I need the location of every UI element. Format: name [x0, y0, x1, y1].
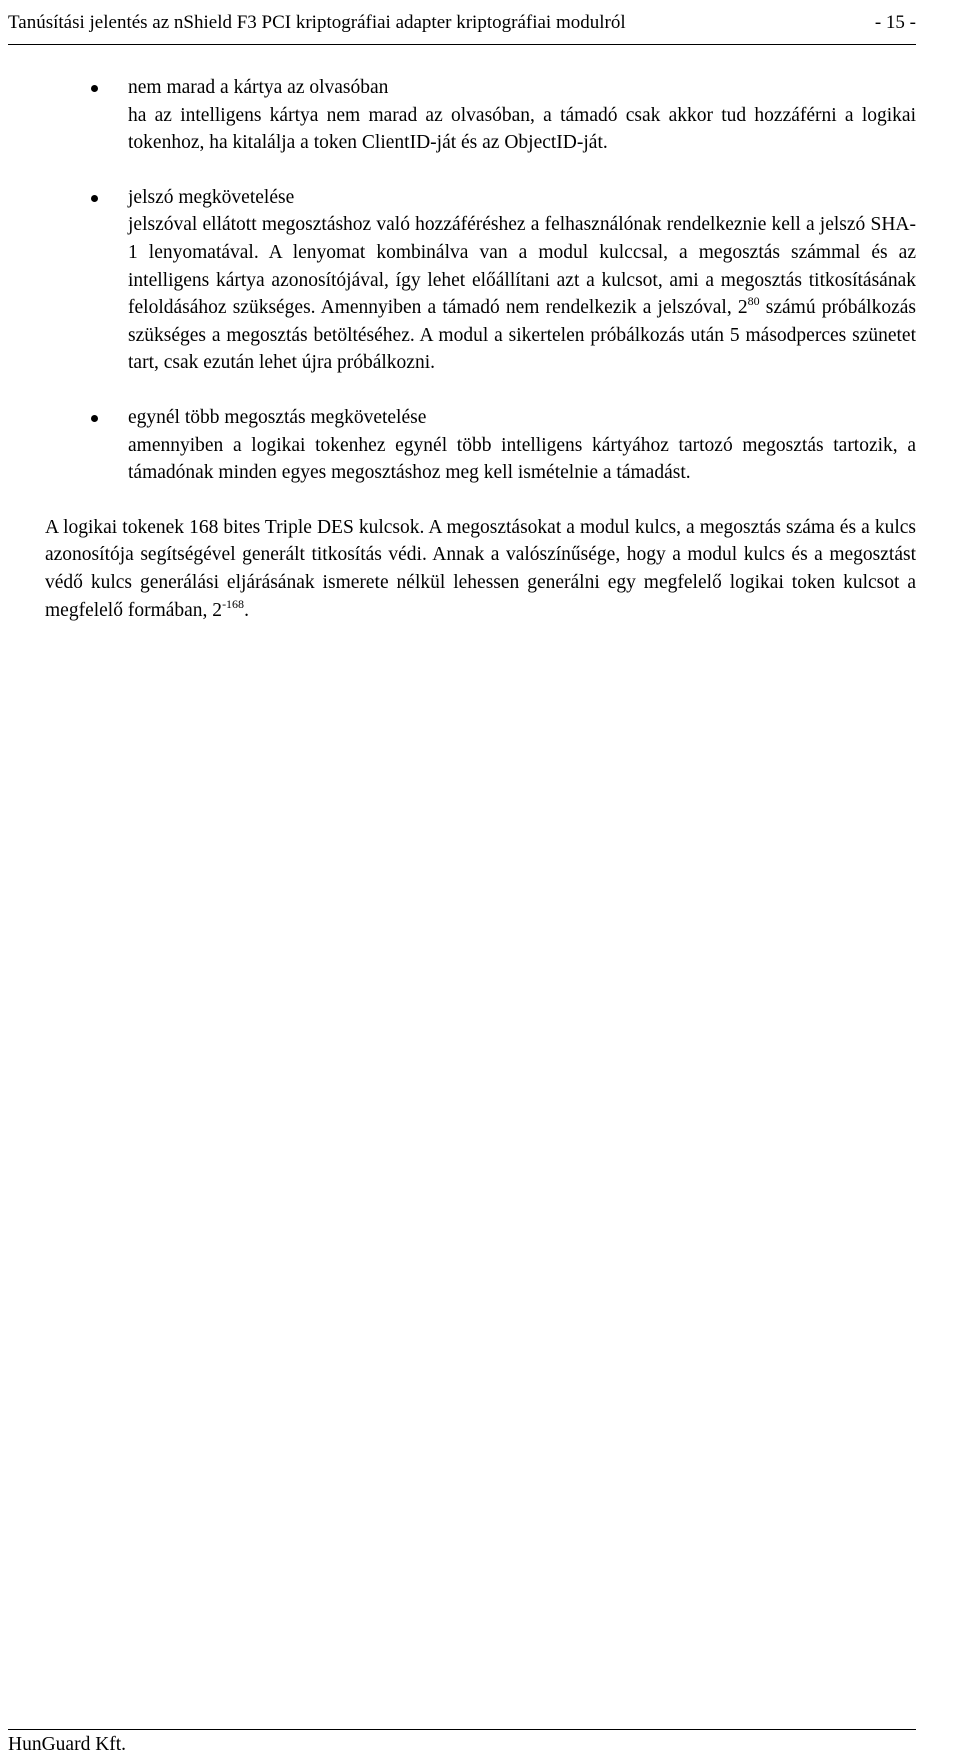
- list-item: [42, 74, 916, 157]
- paragraph-text: .: [244, 599, 249, 621]
- page-number: - 15 -: [874, 12, 916, 33]
- document-body: [42, 74, 916, 624]
- list-item: [42, 404, 916, 487]
- list-item: [42, 184, 916, 377]
- bullet-title: nem marad a kártya az olvasóban: [128, 77, 389, 98]
- page-footer: [8, 1729, 916, 1758]
- document-title: Tanúsítási jelentés az nShield F3 PCI kriptográfiai adapter kriptográfiai modulról: [8, 12, 626, 33]
- page-header: [8, 10, 916, 45]
- bullet-text: amennyiben a logikai tokenhez egynél több intelligens kártyához tartozó megosztás tartozik, a támadónak minden egyes megosztáshoz meg kell ismételnie a támadást.: [128, 434, 916, 484]
- bullet-icon: [91, 195, 98, 202]
- exponent: -168: [222, 596, 245, 611]
- exponent: 80: [747, 294, 760, 309]
- bullet-title: jelszó megkövetelése: [128, 186, 295, 208]
- bullet-text-part: jelszóval ellátott megosztáshoz való hozzáféréshez a felhasználónak rendelkeznie kell a jelszó SHA-1 lenyomatával. A lenyomat kombinálva van a modul kulccsal, a megosztás számmal és az intelligens kártya azonosítójával, így lehet előállítani azt a kulcsot, ami a megosztás titkosításának feloldásához szükséges. Amennyiben a támadó nem rendelkezik a jelszóval, 2: [128, 214, 916, 319]
- bullet-text-part: számú próbálkozás szükséges a megosztás betöltéséhez. A modul a sikertelen próbálkozás után 5 másodperces szünetet tart, csak ezután lehet újra próbálkozni.: [128, 297, 916, 374]
- bullet-text: [128, 211, 916, 377]
- footer-company: HunGuard Kft.: [8, 1734, 127, 1755]
- bullet-text: ha az intelligens kártya nem marad az olvasóban, a támadó csak akkor tud hozzáférni a logikai tokenhoz, ha kitalálja a token ClientID-ját és az ObjectID-ját.: [128, 104, 916, 154]
- bullet-list: [42, 74, 916, 487]
- bullet-title: egynél több megosztás megkövetelése: [128, 406, 427, 428]
- paragraph-text: A logikai tokenek 168 bites Triple DES kulcsok. A megosztásokat a modul kulcs, a megosztás száma és a kulcs azonosítója segítségével generált titkosítás védi. Annak a valószínűsége, hogy a modul kulcs és a megosztást védő kulcs generálási eljárásának ismerete nélkül lehessen generálni egy megfelelő logikai token kulcsot a megfelelő formában, 2: [45, 516, 916, 621]
- bullet-icon: [91, 85, 98, 92]
- bullet-icon: [91, 415, 98, 422]
- closing-paragraph: [42, 514, 916, 624]
